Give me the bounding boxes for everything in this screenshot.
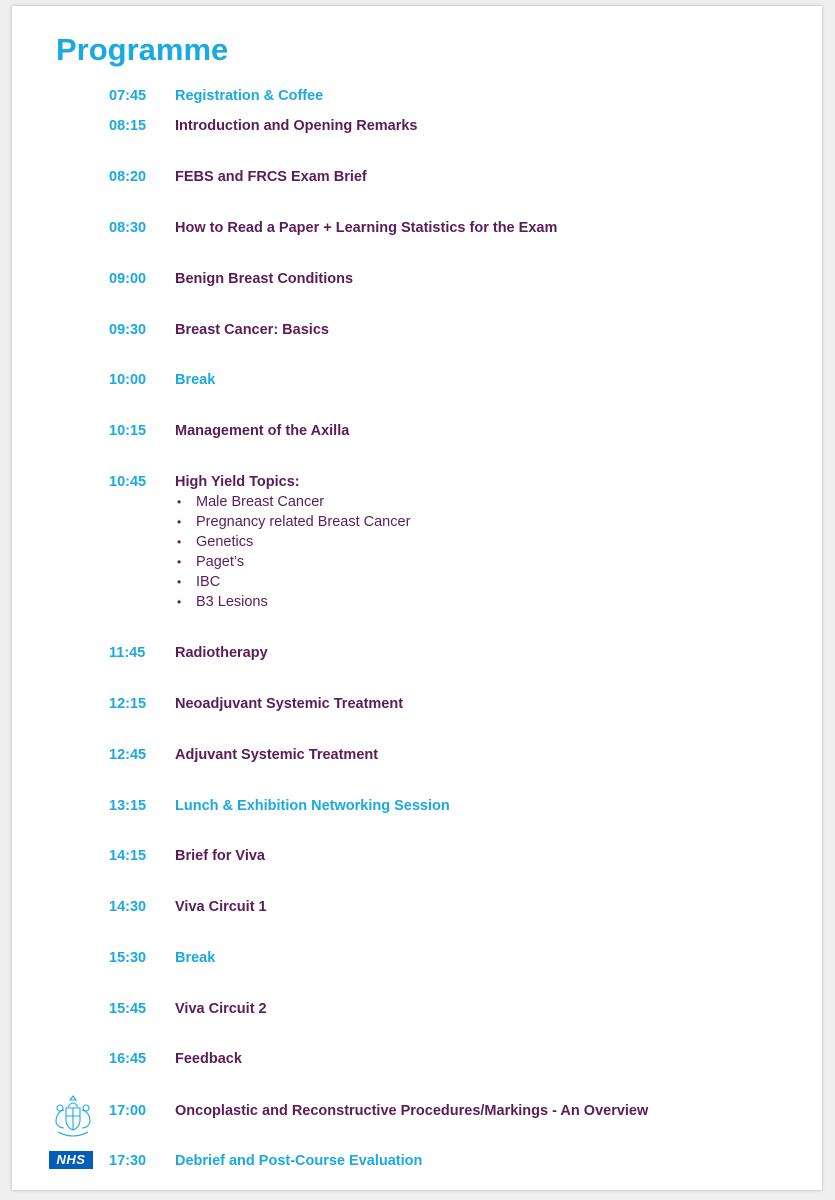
session-time: 17:30	[109, 1153, 147, 1169]
session-title: Neoadjuvant Systemic Treatment	[175, 696, 404, 712]
coat-of-arms-icon	[50, 1094, 96, 1138]
high-yield-topic-list	[175, 492, 410, 612]
session-time: 14:15	[109, 848, 147, 864]
session-title: Oncoplastic and Reconstructive Procedures/Markings - An Overview	[175, 1103, 649, 1119]
session-time: 17:00	[109, 1103, 147, 1119]
session-title: FEBS and FRCS Exam Brief	[175, 169, 367, 185]
session-time: 10:15	[109, 423, 147, 439]
session-time: 08:15	[109, 118, 147, 134]
session-title: Viva Circuit 2	[175, 1001, 267, 1017]
session-title: Benign Breast Conditions	[175, 271, 354, 287]
session-time: 14:30	[109, 899, 147, 915]
session-title: Break	[175, 950, 216, 966]
nhs-logo: NHS	[49, 1151, 93, 1169]
session-time: 15:30	[109, 950, 147, 966]
session-time: 10:00	[109, 372, 147, 388]
session-title: How to Read a Paper + Learning Statistics for the Exam	[175, 220, 558, 236]
list-item: • IBC	[175, 572, 410, 592]
session-time: 11:45	[109, 645, 146, 661]
session-time: 13:15	[109, 798, 147, 814]
session-title: Adjuvant Systemic Treatment	[175, 747, 379, 763]
session-title: Radiotherapy	[175, 645, 268, 661]
session-title: Lunch & Exhibition Networking Session	[175, 798, 450, 814]
session-title: Management of the Axilla	[175, 423, 350, 439]
session-title: Viva Circuit 1	[175, 899, 267, 915]
list-item: • Pregnancy related Breast Cancer	[175, 512, 410, 532]
session-time: 16:45	[109, 1051, 147, 1067]
session-time: 10:45	[109, 474, 147, 490]
page-title: Programme	[56, 32, 229, 67]
session-time: 08:30	[109, 220, 147, 236]
session-title: Introduction and Opening Remarks	[175, 118, 418, 134]
session-title: Breast Cancer: Basics	[175, 322, 329, 338]
list-item: • B3 Lesions	[175, 592, 410, 612]
session-time: 08:20	[109, 169, 147, 185]
session-time: 15:45	[109, 1001, 147, 1017]
session-time: 09:30	[109, 322, 147, 338]
session-time: 09:00	[109, 271, 147, 287]
session-time: 12:15	[109, 696, 147, 712]
list-item: • Male Breast Cancer	[175, 492, 410, 512]
list-item: • Genetics	[175, 532, 410, 552]
session-time: 07:45	[109, 88, 147, 104]
programme-page	[12, 6, 822, 1190]
session-title: Debrief and Post-Course Evaluation	[175, 1153, 423, 1169]
session-title: Feedback	[175, 1051, 242, 1067]
session-title: Brief for Viva	[175, 848, 265, 864]
session-title: Break	[175, 372, 216, 388]
session-time: 12:45	[109, 747, 147, 763]
session-title: High Yield Topics:	[175, 474, 300, 490]
session-title: Registration & Coffee	[175, 88, 324, 104]
list-item: • Paget’s	[175, 552, 410, 572]
